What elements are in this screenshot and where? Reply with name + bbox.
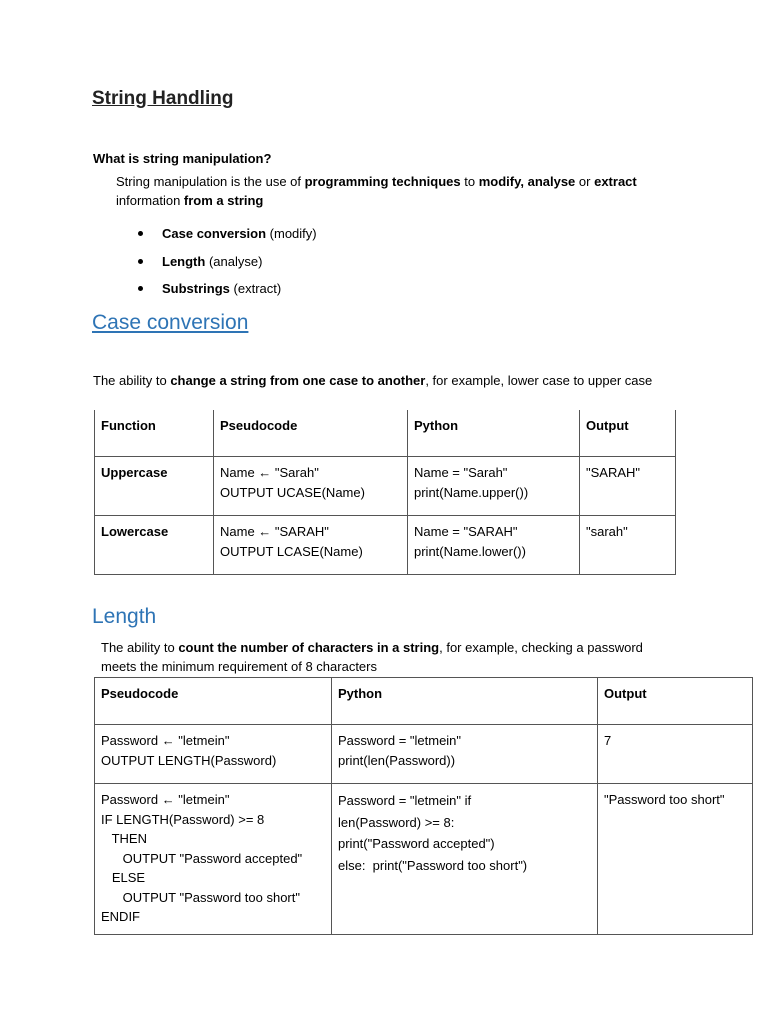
column-header: Pseudocode	[214, 410, 408, 457]
table-row	[95, 784, 753, 935]
bullet-term: Length	[162, 253, 206, 269]
intro-seg: information	[116, 193, 184, 208]
bullet-item	[136, 224, 317, 252]
table-row	[95, 516, 676, 575]
column-header: Python	[332, 678, 598, 725]
para-seg: , for example, lower case to upper case	[425, 373, 653, 388]
table-cell: Name = "SARAH" print(Name.lower())	[408, 516, 580, 575]
intro-seg: extract	[594, 174, 637, 189]
page-title: String Handling	[92, 88, 234, 109]
intro-seg: modify, analyse	[478, 174, 576, 189]
table-header-row	[95, 678, 753, 725]
column-header: Output	[580, 410, 676, 457]
topic-bullet-list	[136, 224, 317, 307]
bullet-item	[136, 252, 317, 280]
intro-definition	[116, 172, 716, 210]
column-header: Pseudocode	[95, 678, 332, 725]
length-description	[101, 638, 661, 676]
table-row	[95, 457, 676, 516]
column-header: Function	[95, 410, 214, 457]
bullet-term: Case conversion	[162, 226, 267, 241]
table-cell: Name = "Sarah" print(Name.upper())	[408, 457, 580, 516]
table-cell: Password ← "letmein" IF LENGTH(Password) >= 8 THEN OUTPUT "Password accepted" ELSE OUTPUT "Password too short" ENDIF	[95, 784, 332, 935]
intro-question: What is string manipulation?	[93, 151, 272, 166]
bullet-note: (modify)	[266, 226, 317, 241]
intro-seg: String manipulation is the use of	[116, 174, 305, 189]
table-cell: Lowercase	[95, 516, 214, 575]
column-header: Output	[598, 678, 753, 725]
column-header: Python	[408, 410, 580, 457]
table-cell: Uppercase	[95, 457, 214, 516]
para-seg: The ability to	[101, 640, 179, 655]
table-cell: 7	[598, 725, 753, 784]
para-seg: , for example, checking a password meets the minimum requirement of 8 characters	[101, 640, 643, 674]
length-table	[94, 677, 753, 935]
case-conversion-heading: Case conversion	[92, 311, 249, 334]
table-cell: Name ← "SARAH" OUTPUT LCASE(Name)	[214, 516, 408, 575]
case-conversion-table	[94, 410, 676, 575]
case-conversion-description	[93, 371, 733, 390]
table-cell: Password = "letmein" if len(Password) >= 8: print("Password accepted") else: print("Password too short")	[332, 784, 598, 935]
intro-seg: programming techniques	[304, 174, 461, 189]
bullet-item	[136, 279, 317, 307]
intro-seg: from a string	[183, 193, 264, 208]
table-cell: "Password too short"	[598, 784, 753, 935]
para-seg: The ability to	[93, 373, 171, 388]
table-cell: Password ← "letmein" OUTPUT LENGTH(Password)	[95, 725, 332, 784]
intro-seg: to	[460, 174, 479, 189]
table-cell: Name ← "Sarah" OUTPUT UCASE(Name)	[214, 457, 408, 516]
bullet-note: (analyse)	[205, 253, 263, 269]
table-header-row	[95, 410, 676, 457]
intro-seg: or	[575, 174, 595, 189]
bullet-term: Substrings	[162, 281, 230, 296]
table-row	[95, 725, 753, 784]
table-cell: "SARAH"	[580, 457, 676, 516]
table-cell: Password = "letmein" print(len(Password))	[332, 725, 598, 784]
para-seg: count the number of characters in a string	[178, 640, 440, 655]
length-heading: Length	[92, 605, 157, 628]
bullet-note: (extract)	[229, 281, 282, 296]
table-cell: "sarah"	[580, 516, 676, 575]
para-seg: change a string from one case to another	[170, 373, 426, 388]
